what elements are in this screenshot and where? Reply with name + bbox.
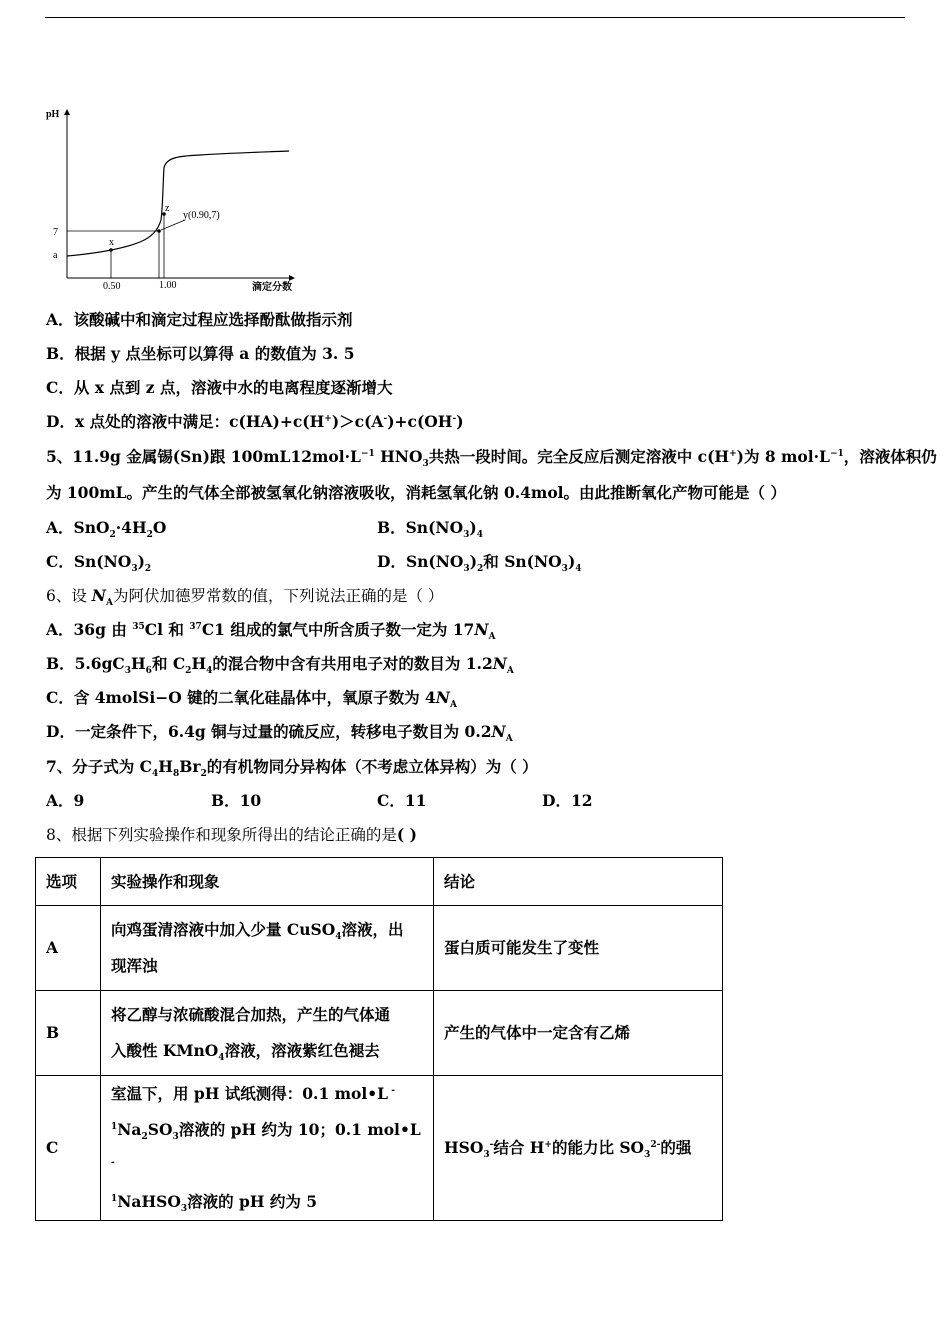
- q5-option-a: A．$SnO_2\cdot 4H_2O$: [46, 518, 167, 541]
- table-header-cell: 选项: [36, 858, 101, 906]
- table-row: [36, 991, 723, 1076]
- row-a-option: A: [36, 906, 101, 991]
- titration-curve: [67, 151, 289, 256]
- x-axis-label: 滴定分数: [252, 282, 292, 293]
- point-z-label: z: [165, 203, 170, 214]
- table-header-cell: 结论: [434, 858, 723, 906]
- q4-option-b: B．根据 y 点坐标可以算得 a 的数值为 3. 5: [46, 344, 355, 363]
- q7-stem: 7、分子式为 $C_4H_8Br_2$的有机物同分异构体（不考虑立体异构）为（ ）: [46, 757, 538, 780]
- row-c-conclusion: $HSO_3^-$结合 H+的能力比 $SO_3^{2-}$的强: [434, 1076, 723, 1221]
- row-c-operation: 室温下，用 pH 试纸测得：0.1 mol•L - $^1Na_2SO_3$溶液的 pH 约为 10；0.1 mol•L - $^1$NaHSO$_3$溶液的 pH 约为 5: [101, 1076, 434, 1221]
- row-a-conclusion: 蛋白质可能发生了变性: [434, 906, 723, 991]
- q7-option-c: C．11: [377, 791, 427, 810]
- point-x-mark: [109, 248, 113, 252]
- q7-option-a: A．9: [46, 791, 85, 810]
- point-y-label: y(0.90,7): [183, 210, 220, 221]
- q6-option-d: D．一定条件下，6.4g 铜与过量的硫反应，转移电子数目为 $0.2N_A$: [46, 722, 513, 745]
- header-rule: [45, 17, 905, 18]
- y-axis-label: pH: [46, 109, 60, 120]
- q7-option-b: B．10: [211, 791, 262, 810]
- q8-table: [35, 857, 723, 1221]
- x-tick-100: 1.00: [159, 280, 177, 291]
- titration-curve-chart: [40, 100, 310, 300]
- q7-option-d: D．12: [542, 791, 593, 810]
- point-y-leader: [161, 220, 185, 230]
- q4-option-a: A．该酸碱中和滴定过程应选择酚酞做指示剂: [46, 310, 353, 329]
- row-c-option: C: [36, 1076, 101, 1221]
- q4-option-d: D．x 点处的溶液中满足：c(HA)+c(H+)＞c(A-)+c(OH-): [46, 412, 464, 431]
- q4-option-c: C．从 x 点到 z 点，溶液中水的电离程度逐渐增大: [46, 378, 393, 397]
- point-y-mark: [157, 229, 161, 233]
- y-tick-a: a: [53, 250, 58, 261]
- row-a-operation: 向鸡蛋清溶液中加入少量 CuSO$_4$溶液，出 现浑浊: [101, 906, 434, 991]
- table-header-cell: 实验操作和现象: [101, 858, 434, 906]
- point-x-label: x: [109, 237, 114, 248]
- q5-option-b: B．$Sn(NO_3)_4$: [377, 518, 483, 541]
- x-tick-050: 0.50: [103, 281, 121, 292]
- table-row: [36, 1076, 723, 1221]
- q6-option-b: B．$5.6gC_3H_6$和 $C_2H_4$的混合物中含有共用电子对的数目为 $1.2N_A$: [46, 654, 514, 677]
- row-b-operation: 将乙醇与浓硫酸混合加热，产生的气体通 入酸性 KMnO$_4$溶液，溶液紫红色褪去: [101, 991, 434, 1076]
- q5-stem-line2: 为 100mL。产生的气体全部被氢氧化钠溶液吸收，消耗氢氧化钠 0.4mol。由此推断氧化产物可能是（ ）: [46, 483, 786, 502]
- y-tick-7: 7: [53, 227, 58, 238]
- row-b-option: B: [36, 991, 101, 1076]
- q8-stem: 8、根据下列实验操作和现象所得出的结论正确的是( ): [46, 825, 417, 844]
- q5-option-d: D．$Sn(NO_3)_2$和 $Sn(NO_3)_4$: [377, 552, 582, 575]
- table-row: [36, 906, 723, 991]
- table-header-row: [36, 858, 723, 906]
- q6-option-c: C．含 4molSi−O 键的二氧化硅晶体中，氧原子数为 $4N_A$: [46, 688, 457, 711]
- q6-option-a: A．36g 由 $^{35}$Cl 和 $^{37}$C1 组成的氯气中所含质子数一定为 $17N_A$: [46, 620, 496, 643]
- q5-stem-line1: 5、11.9g 金属锡(Sn)跟 $100mL12mol\cdot L^{-1}$ $HNO_3$共热一段时间。完全反应后测定溶液中 c(H+)为 8 $mol\cdot L^{-1}$，溶液体积仍: [46, 447, 937, 470]
- row-b-conclusion: 产生的气体中一定含有乙烯: [434, 991, 723, 1076]
- q5-option-c: C．$Sn(NO_3)_2$: [46, 552, 152, 575]
- q6-stem: 6、设 $N_A$为阿伏加德罗常数的值，下列说法正确的是（ ）: [46, 586, 444, 609]
